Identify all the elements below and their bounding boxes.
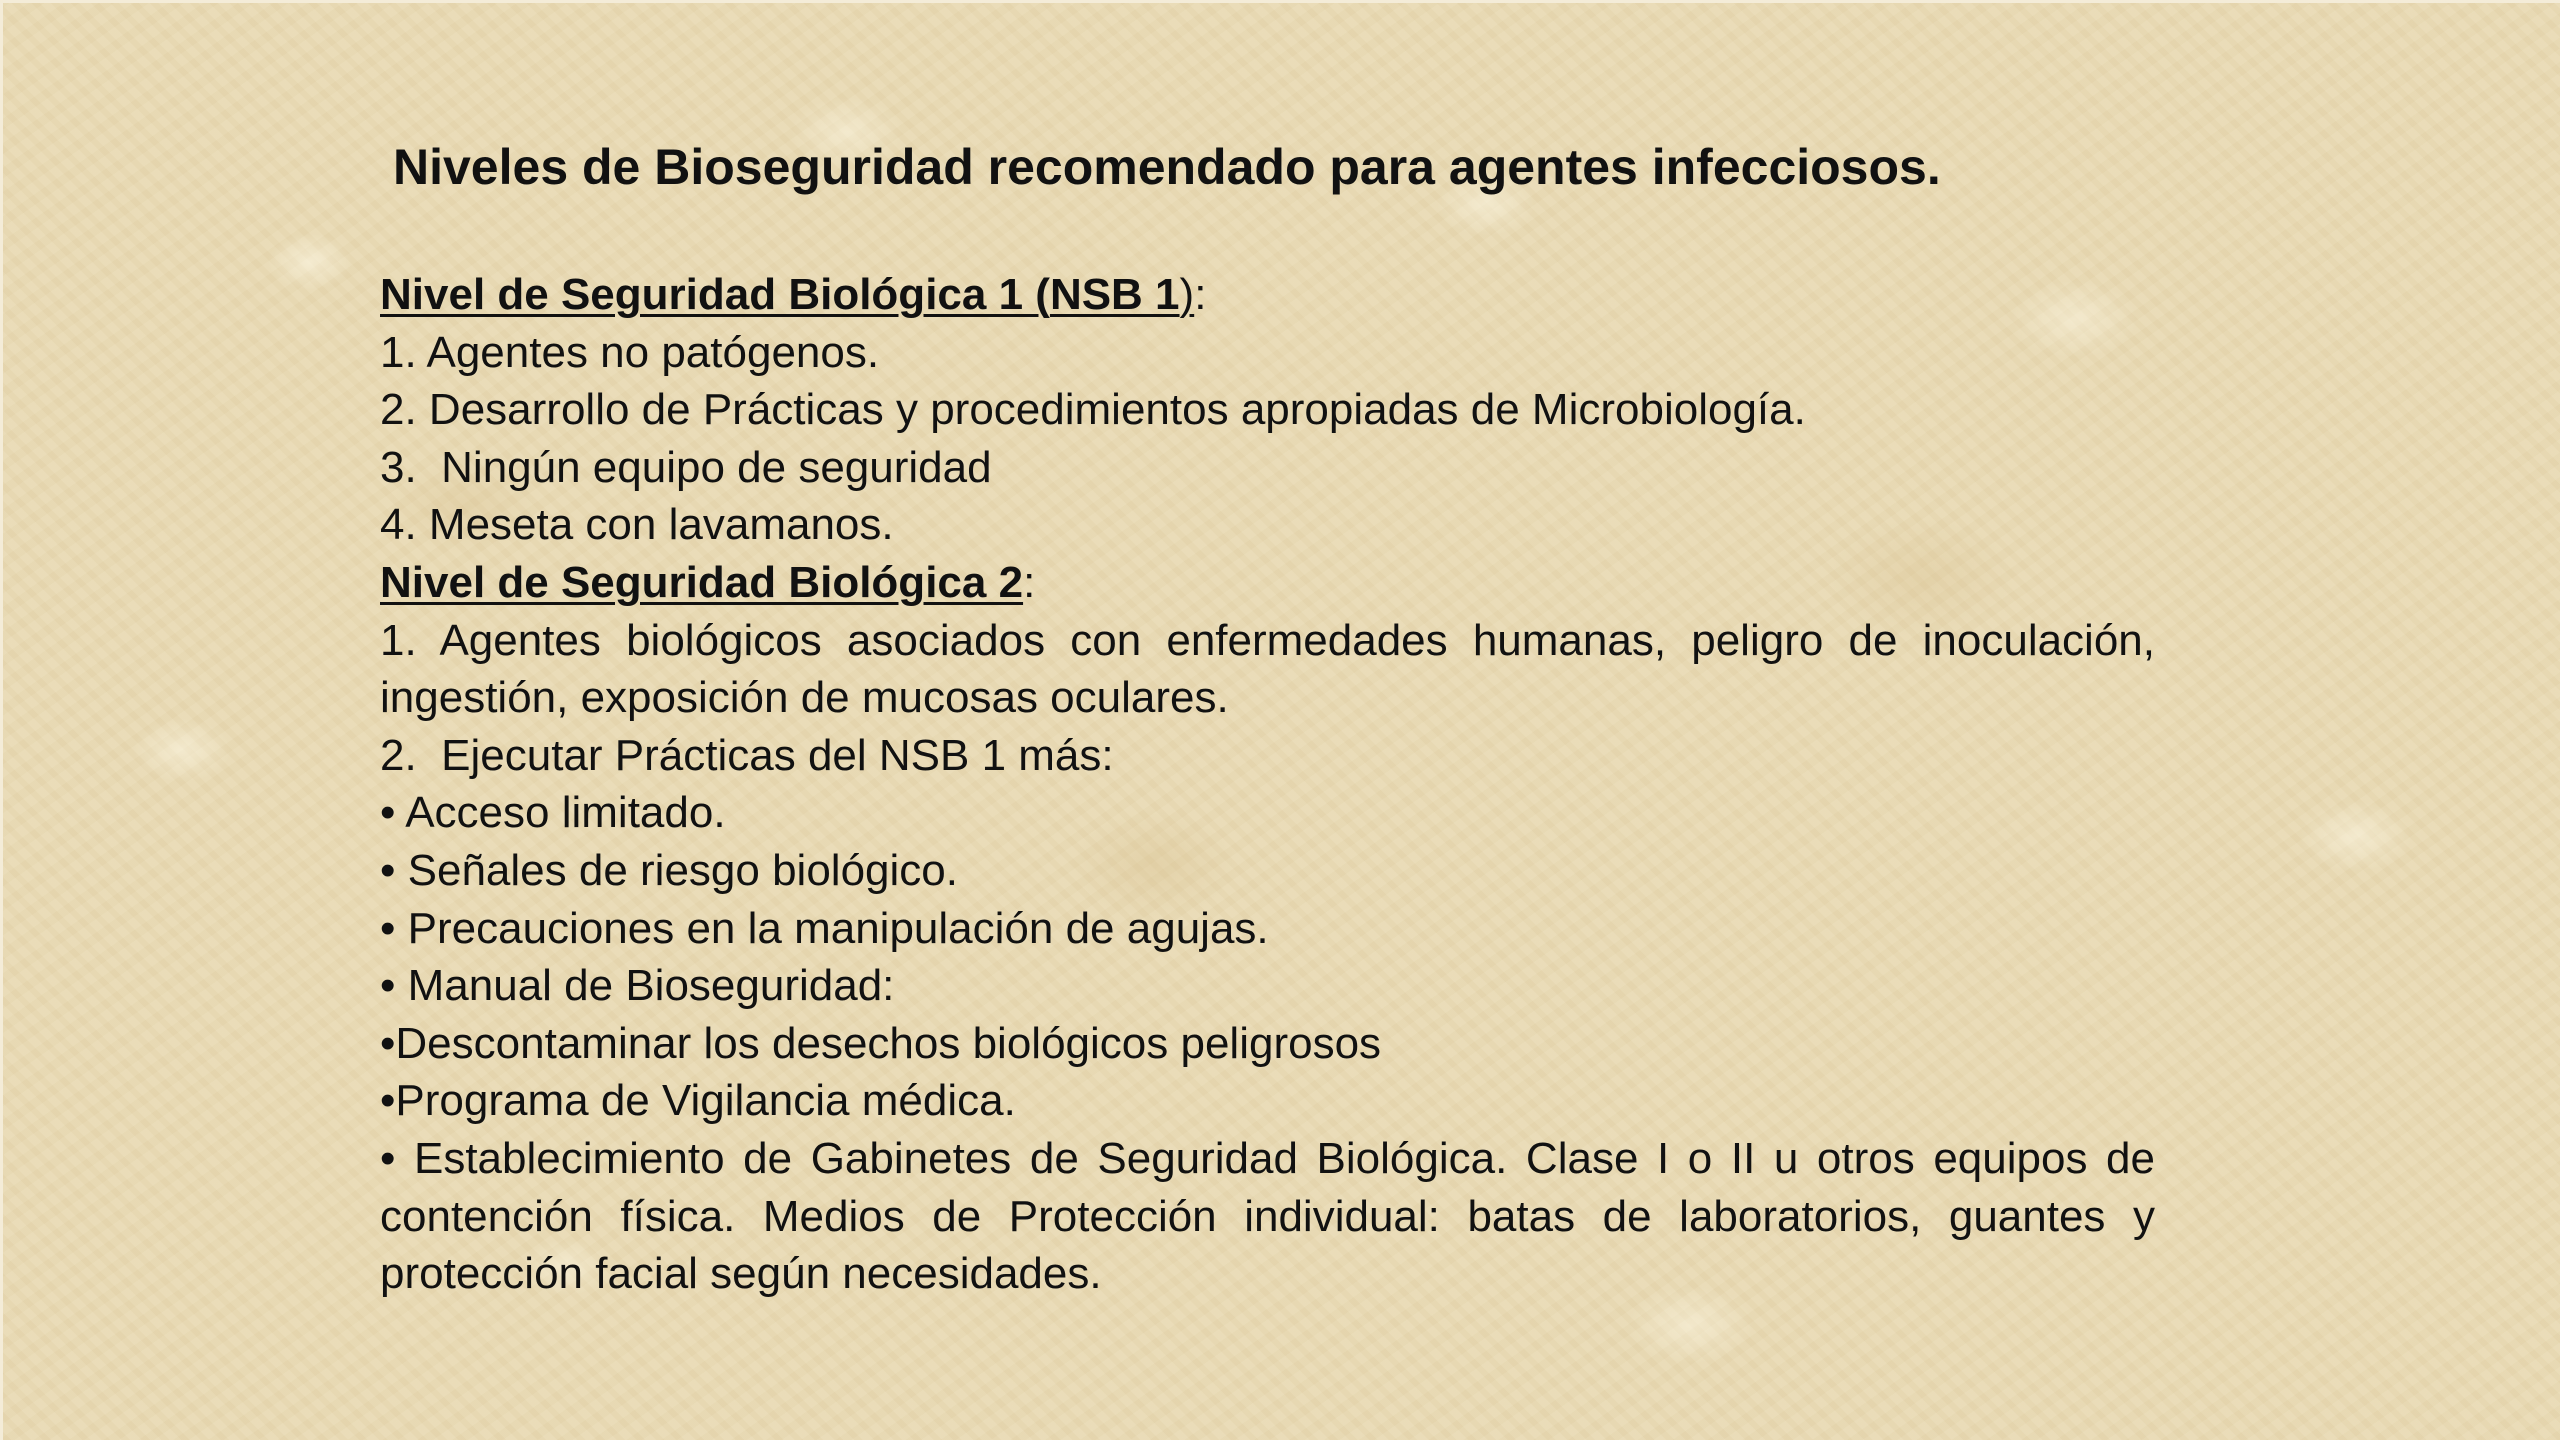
nsb1-item-4: 4. Meseta con lavamanos.: [380, 500, 894, 550]
nsb1-item-1: 1. Agentes no patógenos.: [380, 327, 880, 377]
nsb1-item-2: 2. Desarrollo de Prácticas y procedimientos apropiadas de Microbiología.: [380, 385, 1806, 435]
section-heading-nsb1-colon: :: [1194, 270, 1207, 319]
section-heading-nsb1-main: Nivel de Seguridad Biológica 1 (: [380, 270, 1050, 319]
section-heading-nsb2-text: Nivel de Seguridad Biológica 2: [380, 557, 1024, 607]
section-heading-nsb2: [380, 554, 2155, 612]
section-heading-nsb1-close: ): [1179, 270, 1195, 319]
nsb2-final-bullet: • Establecimiento de Gabinetes de Seguridad Biológica. Clase I o II u otros equipos de contención física. Medios de Protección individual: batas de laboratorios, guantes y protección facial según necesidades.: [380, 1133, 2155, 1299]
nsb2-item-2: 2. Ejecutar Prácticas del NSB 1 más:: [380, 730, 1114, 780]
nsb2-bullet-1: • Acceso limitado.: [380, 788, 726, 838]
section-heading-nsb1-tag: NSB 1: [1049, 270, 1180, 319]
nsb2-bullet-5: •Descontaminar los desechos biológicos peligrosos: [380, 1018, 1382, 1068]
slide-body: [380, 266, 2155, 1303]
nsb1-item-3: 3. Ningún equipo de seguridad: [380, 442, 992, 492]
slide-title: Niveles de Bioseguridad recomendado para agentes infecciosos.: [393, 139, 1941, 195]
nsb2-bullet-2: • Señales de riesgo biológico.: [380, 845, 958, 895]
nsb2-bullet-4: • Manual de Bioseguridad:: [380, 961, 895, 1011]
nsb2-item-1: 1. Agentes biológicos asociados con enfermedades humanas, peligro de inoculación, ingestión, exposición de mucosas oculares.: [380, 615, 2155, 723]
section-heading-nsb1-text: [380, 270, 1180, 319]
nsb2-bullet-3: • Precauciones en la manipulación de agujas.: [380, 903, 1269, 953]
section-heading-nsb1: [380, 266, 2155, 324]
nsb2-bullet-6: •Programa de Vigilancia médica.: [380, 1076, 1016, 1126]
section-heading-nsb2-colon: :: [1023, 557, 1036, 607]
